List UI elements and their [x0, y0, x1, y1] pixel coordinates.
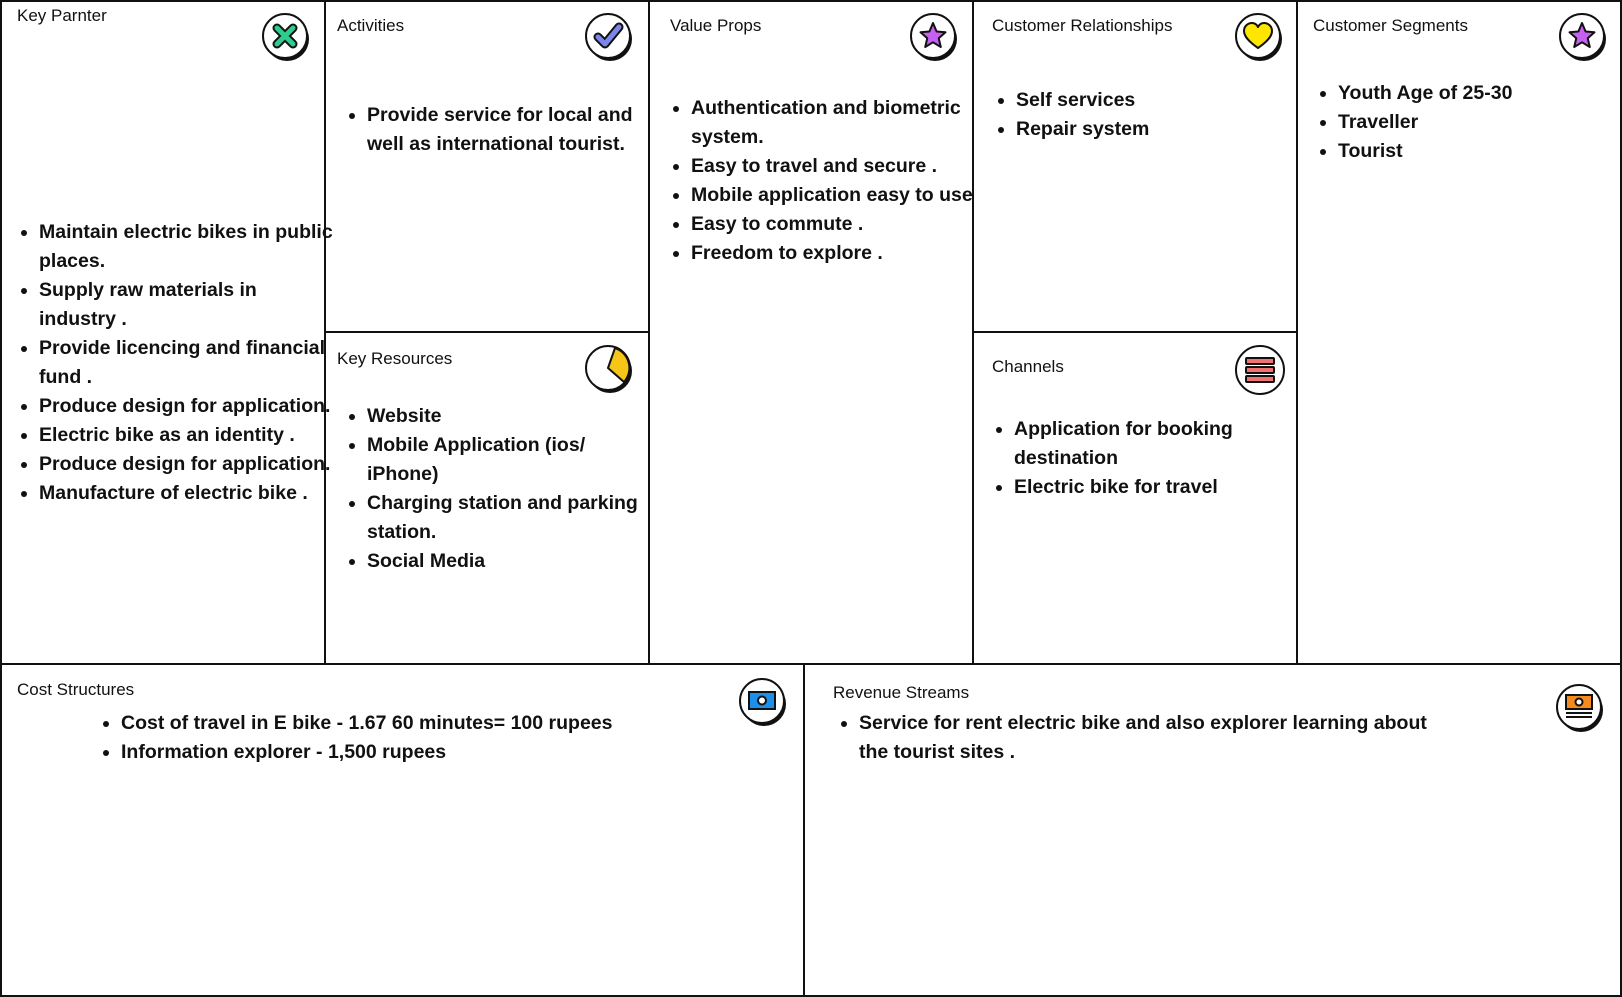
activities-title: Activities [337, 16, 405, 35]
list-item: Repair system [1016, 115, 1306, 144]
check-icon [584, 12, 634, 62]
cost-structures-title: Cost Structures [17, 680, 135, 699]
list-item: Electric bike for travel [1014, 473, 1304, 502]
list-item: Electric bike as an identity . [39, 421, 339, 450]
list-item: Social Media [367, 547, 657, 576]
list-item: Mobile application easy to use [691, 181, 991, 210]
customer-segments-list [1316, 79, 1622, 166]
list-item: Manufacture of electric bike . [39, 479, 339, 508]
cost-structures-section [0, 664, 804, 997]
list-item: Produce design for application. [39, 450, 339, 479]
list-item: Traveller [1338, 108, 1622, 137]
star-icon [1558, 12, 1608, 62]
list-item: Mobile Application (ios/ iPhone) [367, 431, 657, 489]
x-icon [261, 12, 311, 62]
list-item: Self services [1016, 86, 1306, 115]
revenue-streams-list [837, 709, 1459, 767]
pie-chart-icon [584, 344, 634, 394]
list-item: Supply raw materials in industry . [39, 276, 339, 334]
value-props-list [669, 94, 991, 268]
channels-title: Channels [992, 357, 1064, 376]
list-item: Application for booking destination [1014, 415, 1304, 473]
channels-list [992, 415, 1304, 502]
activities-section [325, 0, 649, 332]
list-item: Service for rent electric bike and also explorer learning about the tourist sites . [859, 709, 1459, 767]
customer-segments-title: Customer Segments [1313, 16, 1468, 35]
cost-structures-list [99, 709, 801, 767]
key-partner-section [0, 0, 333, 664]
key-resources-list [345, 402, 657, 576]
key-resources-section [325, 332, 649, 664]
revenue-streams-section [804, 664, 1622, 997]
list-item: Youth Age of 25-30 [1338, 79, 1622, 108]
stack-icon [1235, 345, 1285, 395]
list-item: Tourist [1338, 137, 1622, 166]
list-item: Easy to travel and secure . [691, 152, 991, 181]
key-partner-list [17, 218, 339, 508]
receipt-icon [1555, 683, 1605, 733]
customer-relationships-section [973, 0, 1297, 332]
customer-segments-section [1297, 0, 1622, 664]
list-item: Provide licencing and financial fund . [39, 334, 339, 392]
heart-icon [1234, 12, 1284, 62]
list-item: Website [367, 402, 657, 431]
list-item: Provide service for local and well as international tourist. [367, 101, 657, 159]
value-props-title: Value Props [670, 16, 762, 35]
list-item: Authentication and biometric system. [691, 94, 991, 152]
list-item: Charging station and parking station. [367, 489, 657, 547]
star-icon [909, 12, 959, 62]
key-resources-title: Key Resources [337, 349, 453, 368]
list-item: Freedom to explore . [691, 239, 991, 268]
list-item: Maintain electric bikes in public places. [39, 218, 339, 276]
list-item: Easy to commute . [691, 210, 991, 239]
list-item: Cost of travel in E bike - 1.67 60 minutes= 100 rupees [121, 709, 801, 738]
activities-list [345, 101, 657, 159]
key-partner-title: Key Parnter [17, 6, 107, 25]
list-item: Produce design for application. [39, 392, 339, 421]
customer-relationships-title: Customer Relationships [992, 16, 1173, 35]
value-props-section [649, 0, 973, 664]
channels-section [973, 332, 1297, 664]
list-item: Information explorer - 1,500 rupees [121, 738, 801, 767]
customer-relationships-list [994, 86, 1306, 144]
revenue-streams-title: Revenue Streams [833, 683, 970, 702]
